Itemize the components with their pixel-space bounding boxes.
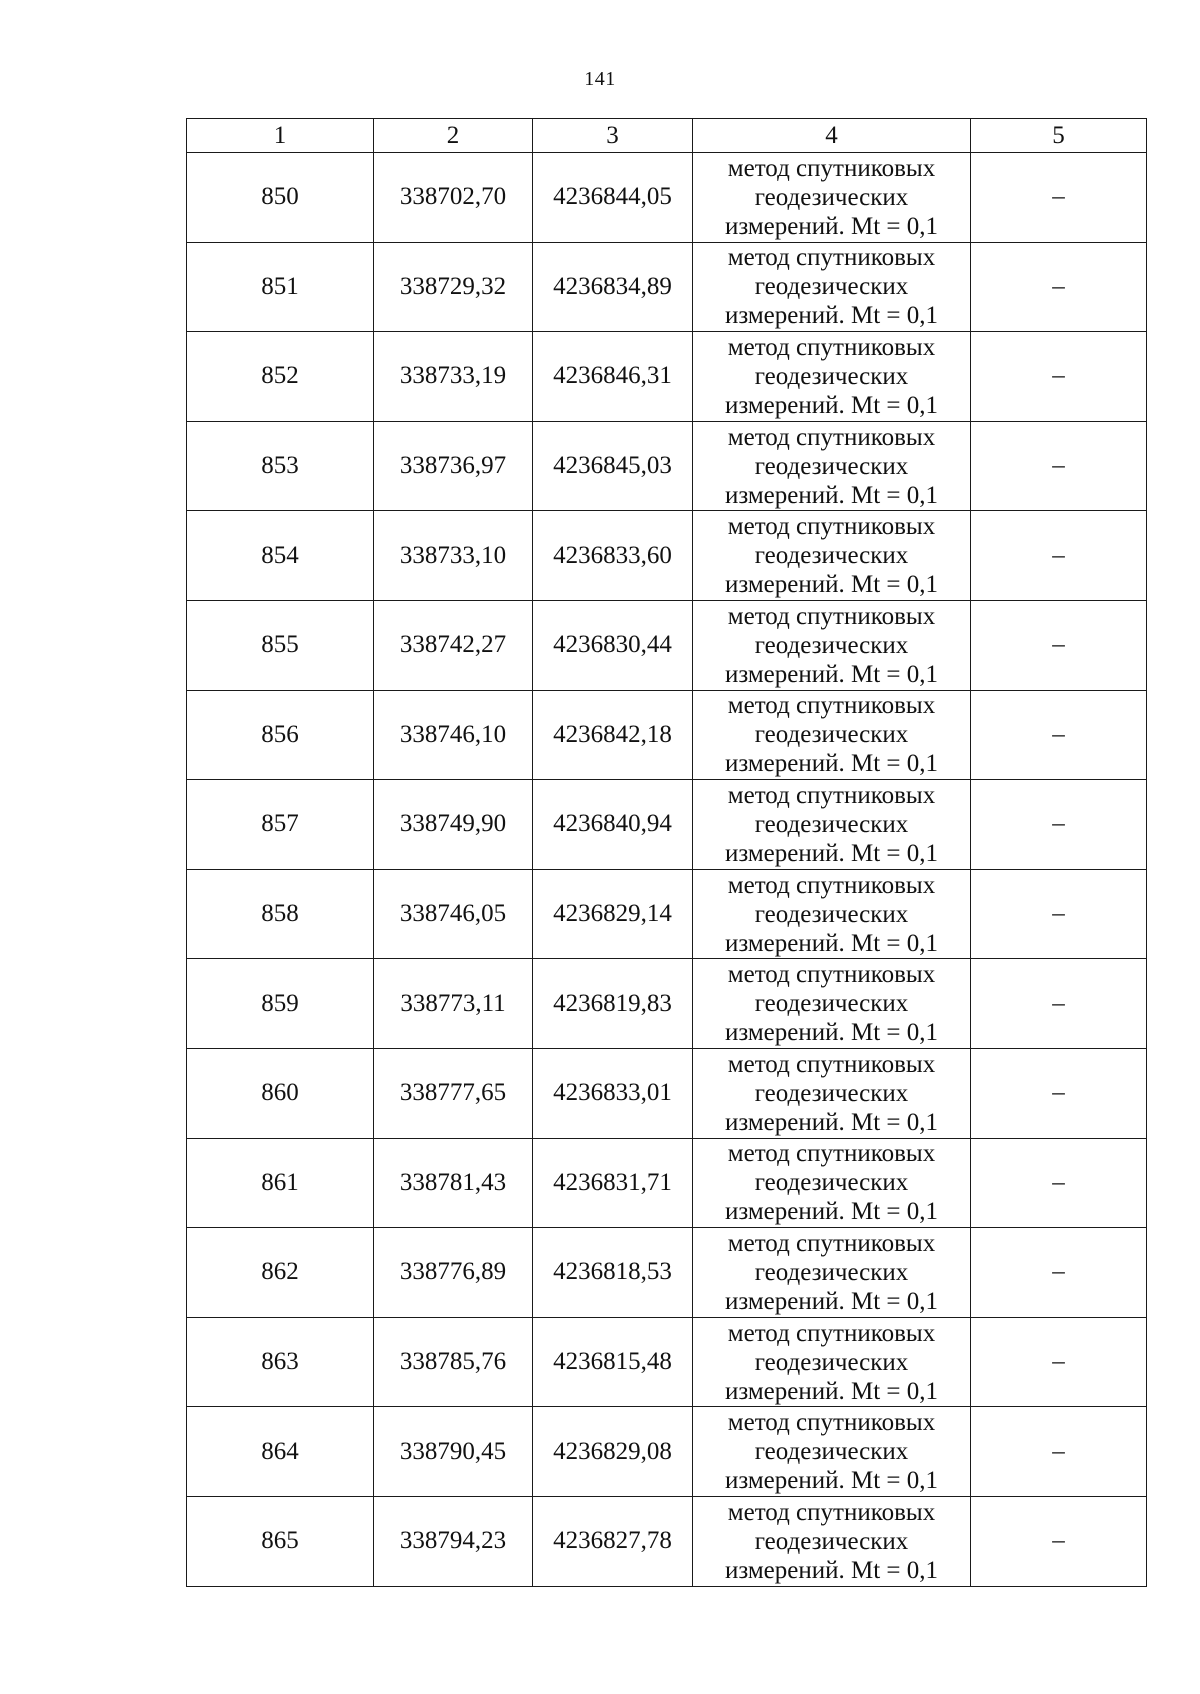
y-coordinate-cell: 4236840,94 — [533, 780, 693, 870]
table-row — [187, 511, 1147, 601]
method-cell — [693, 780, 971, 870]
point-number-cell: 858 — [187, 869, 374, 959]
method-line: измерений. Mt = 0,1 — [724, 929, 939, 957]
method-line: геодезических — [754, 183, 909, 211]
y-coordinate-cell: 4236815,48 — [533, 1317, 693, 1407]
method-line: метод спутниковых — [727, 781, 936, 809]
y-coordinate-cell: 4236819,83 — [533, 959, 693, 1049]
y-coordinate-cell: 4236829,14 — [533, 869, 693, 959]
x-coordinate-cell: 338794,23 — [374, 1496, 533, 1586]
method-line: метод спутниковых — [727, 1050, 936, 1078]
method-cell — [693, 242, 971, 332]
x-coordinate-cell: 338776,89 — [374, 1228, 533, 1318]
y-coordinate-cell: 4236844,05 — [533, 153, 693, 243]
table-row — [187, 869, 1147, 959]
method-line: геодезических — [754, 900, 909, 928]
method-line: измерений. Mt = 0,1 — [724, 750, 939, 778]
method-line: измерений. Mt = 0,1 — [724, 1377, 939, 1405]
point-number-cell: 861 — [187, 1138, 374, 1228]
column-header-5: 5 — [971, 119, 1147, 153]
x-coordinate-cell: 338749,90 — [374, 780, 533, 870]
method-line: измерений. Mt = 0,1 — [724, 302, 939, 330]
table-row — [187, 1407, 1147, 1497]
x-coordinate-cell: 338702,70 — [374, 153, 533, 243]
table-row — [187, 1496, 1147, 1586]
x-coordinate-cell: 338746,10 — [374, 690, 533, 780]
method-line: геодезических — [754, 990, 909, 1018]
point-number-cell: 865 — [187, 1496, 374, 1586]
method-line: метод спутниковых — [727, 333, 936, 361]
method-line: метод спутниковых — [727, 871, 936, 899]
point-number-cell: 862 — [187, 1228, 374, 1318]
method-line: метод спутниковых — [727, 1319, 936, 1347]
method-line: измерений. Mt = 0,1 — [724, 1467, 939, 1495]
method-line: измерений. Mt = 0,1 — [724, 1287, 939, 1315]
table-row — [187, 780, 1147, 870]
method-line: геодезических — [754, 1348, 909, 1376]
note-cell: – — [971, 421, 1147, 511]
method-line: геодезических — [754, 1527, 909, 1555]
table-row — [187, 153, 1147, 243]
column-header-4: 4 — [693, 119, 971, 153]
coordinates-table — [186, 118, 1147, 1587]
method-cell — [693, 690, 971, 780]
method-line: метод спутниковых — [727, 1229, 936, 1257]
table-row — [187, 1138, 1147, 1228]
point-number-cell: 853 — [187, 421, 374, 511]
method-line: измерений. Mt = 0,1 — [724, 391, 939, 419]
table-row — [187, 242, 1147, 332]
method-line: измерений. Mt = 0,1 — [724, 571, 939, 599]
point-number-cell: 857 — [187, 780, 374, 870]
note-cell: – — [971, 153, 1147, 243]
method-cell — [693, 869, 971, 959]
method-line: метод спутниковых — [727, 244, 936, 272]
point-number-cell: 850 — [187, 153, 374, 243]
method-line: геодезических — [754, 362, 909, 390]
table-row — [187, 1048, 1147, 1138]
method-cell — [693, 1317, 971, 1407]
y-coordinate-cell: 4236831,71 — [533, 1138, 693, 1228]
page-number: 141 — [584, 68, 616, 90]
method-cell — [693, 959, 971, 1049]
y-coordinate-cell: 4236833,01 — [533, 1048, 693, 1138]
method-line: измерений. Mt = 0,1 — [724, 660, 939, 688]
method-cell — [693, 600, 971, 690]
method-line: метод спутниковых — [727, 154, 936, 182]
method-cell — [693, 332, 971, 422]
method-cell — [693, 511, 971, 601]
note-cell: – — [971, 600, 1147, 690]
note-cell: – — [971, 511, 1147, 601]
method-line: измерений. Mt = 0,1 — [724, 1108, 939, 1136]
method-line: измерений. Mt = 0,1 — [724, 481, 939, 509]
note-cell: – — [971, 959, 1147, 1049]
method-cell — [693, 1496, 971, 1586]
y-coordinate-cell: 4236833,60 — [533, 511, 693, 601]
x-coordinate-cell: 338773,11 — [374, 959, 533, 1049]
method-line: геодезических — [754, 810, 909, 838]
method-line: метод спутниковых — [727, 513, 936, 541]
method-line: метод спутниковых — [727, 602, 936, 630]
x-coordinate-cell: 338729,32 — [374, 242, 533, 332]
y-coordinate-cell: 4236845,03 — [533, 421, 693, 511]
point-number-cell: 860 — [187, 1048, 374, 1138]
note-cell: – — [971, 1317, 1147, 1407]
method-line: метод спутниковых — [727, 1498, 936, 1526]
y-coordinate-cell: 4236827,78 — [533, 1496, 693, 1586]
point-number-cell: 863 — [187, 1317, 374, 1407]
x-coordinate-cell: 338777,65 — [374, 1048, 533, 1138]
method-line: измерений. Mt = 0,1 — [724, 212, 939, 240]
y-coordinate-cell: 4236846,31 — [533, 332, 693, 422]
column-header-1: 1 — [187, 119, 374, 153]
point-number-cell: 851 — [187, 242, 374, 332]
y-coordinate-cell: 4236842,18 — [533, 690, 693, 780]
y-coordinate-cell: 4236830,44 — [533, 600, 693, 690]
table-row — [187, 1317, 1147, 1407]
note-cell: – — [971, 1496, 1147, 1586]
table-body — [187, 153, 1147, 1587]
table-row — [187, 332, 1147, 422]
y-coordinate-cell: 4236818,53 — [533, 1228, 693, 1318]
note-cell: – — [971, 1048, 1147, 1138]
note-cell: – — [971, 242, 1147, 332]
table-row — [187, 959, 1147, 1049]
method-line: геодезических — [754, 273, 909, 301]
column-header-2: 2 — [374, 119, 533, 153]
x-coordinate-cell: 338733,19 — [374, 332, 533, 422]
method-line: геодезических — [754, 452, 909, 480]
point-number-cell: 864 — [187, 1407, 374, 1497]
method-line: измерений. Mt = 0,1 — [724, 839, 939, 867]
method-line: геодезических — [754, 721, 909, 749]
point-number-cell: 855 — [187, 600, 374, 690]
method-line: измерений. Mt = 0,1 — [724, 1556, 939, 1584]
point-number-cell: 852 — [187, 332, 374, 422]
method-cell — [693, 153, 971, 243]
note-cell: – — [971, 780, 1147, 870]
method-line: геодезических — [754, 542, 909, 570]
note-cell: – — [971, 869, 1147, 959]
table-row — [187, 421, 1147, 511]
method-line: метод спутниковых — [727, 1140, 936, 1168]
note-cell: – — [971, 1138, 1147, 1228]
point-number-cell: 859 — [187, 959, 374, 1049]
method-line: метод спутниковых — [727, 423, 936, 451]
header-row — [187, 119, 1147, 153]
x-coordinate-cell: 338781,43 — [374, 1138, 533, 1228]
table-row — [187, 1228, 1147, 1318]
point-number-cell: 854 — [187, 511, 374, 601]
method-line: геодезических — [754, 1258, 909, 1286]
method-line: метод спутниковых — [727, 961, 936, 989]
method-cell — [693, 1138, 971, 1228]
x-coordinate-cell: 338736,97 — [374, 421, 533, 511]
method-line: геодезических — [754, 1079, 909, 1107]
method-cell — [693, 1048, 971, 1138]
note-cell: – — [971, 690, 1147, 780]
table-row — [187, 600, 1147, 690]
table-header — [187, 119, 1147, 153]
note-cell: – — [971, 1228, 1147, 1318]
column-header-3: 3 — [533, 119, 693, 153]
x-coordinate-cell: 338742,27 — [374, 600, 533, 690]
y-coordinate-cell: 4236834,89 — [533, 242, 693, 332]
method-cell — [693, 1228, 971, 1318]
x-coordinate-cell: 338733,10 — [374, 511, 533, 601]
method-line: измерений. Mt = 0,1 — [724, 1198, 939, 1226]
table-row — [187, 690, 1147, 780]
note-cell: – — [971, 332, 1147, 422]
method-cell — [693, 421, 971, 511]
x-coordinate-cell: 338746,05 — [374, 869, 533, 959]
y-coordinate-cell: 4236829,08 — [533, 1407, 693, 1497]
note-cell: – — [971, 1407, 1147, 1497]
method-cell — [693, 1407, 971, 1497]
method-line: метод спутниковых — [727, 1409, 936, 1437]
x-coordinate-cell: 338790,45 — [374, 1407, 533, 1497]
method-line: геодезических — [754, 631, 909, 659]
x-coordinate-cell: 338785,76 — [374, 1317, 533, 1407]
method-line: метод спутниковых — [727, 692, 936, 720]
point-number-cell: 856 — [187, 690, 374, 780]
method-line: измерений. Mt = 0,1 — [724, 1019, 939, 1047]
method-line: геодезических — [754, 1169, 909, 1197]
method-line: геодезических — [754, 1438, 909, 1466]
